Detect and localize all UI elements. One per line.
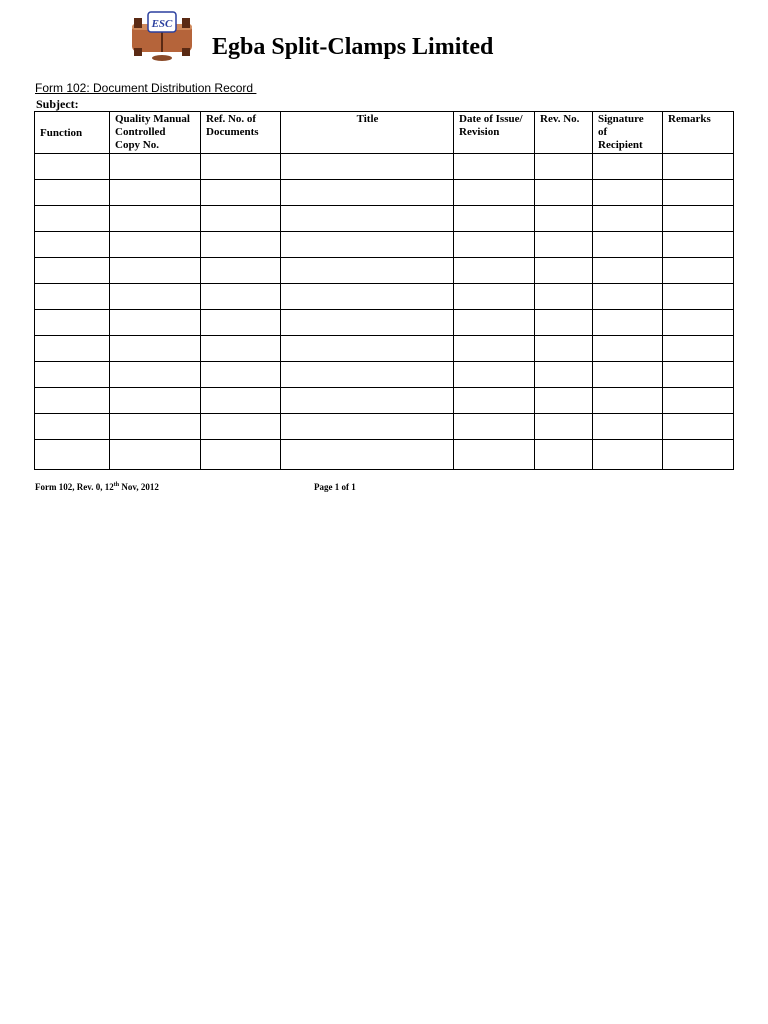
table-cell-remarks[interactable]	[663, 388, 734, 414]
table-cell-function[interactable]	[35, 284, 110, 310]
column-header-function: Function	[35, 112, 110, 154]
table-cell-signature[interactable]	[593, 232, 663, 258]
table-cell-remarks[interactable]	[663, 206, 734, 232]
column-header-remarks: Remarks	[663, 112, 734, 154]
table-row	[35, 258, 734, 284]
table-cell-function[interactable]	[35, 414, 110, 440]
table-cell-rev-no[interactable]	[535, 414, 593, 440]
table-cell-ref-no[interactable]	[201, 336, 281, 362]
footer-form-ref-sup: th	[113, 482, 120, 488]
table-cell-function[interactable]	[35, 232, 110, 258]
table-cell-title[interactable]	[281, 154, 454, 180]
company-name: Egba Split-Clamps Limited	[212, 34, 494, 60]
table-cell-signature[interactable]	[593, 414, 663, 440]
table-cell-copy-no[interactable]	[110, 232, 201, 258]
table-cell-signature[interactable]	[593, 440, 663, 470]
table-cell-rev-no[interactable]	[535, 440, 593, 470]
clamp-bolt-right-bottom	[182, 48, 190, 56]
column-header-copy-no: Quality Manual Controlled Copy No.	[110, 112, 201, 154]
footer-form-ref-prefix: Form 102, Rev. 0, 12	[35, 482, 114, 492]
table-cell-copy-no[interactable]	[110, 336, 201, 362]
distribution-table	[34, 111, 734, 470]
table-cell-ref-no[interactable]	[201, 258, 281, 284]
table-cell-rev-no[interactable]	[535, 180, 593, 206]
table-cell-copy-no[interactable]	[110, 414, 201, 440]
table-cell-signature[interactable]	[593, 310, 663, 336]
table-cell-function[interactable]	[35, 336, 110, 362]
table-row	[35, 206, 734, 232]
table-cell-signature[interactable]	[593, 180, 663, 206]
table-cell-function[interactable]	[35, 258, 110, 284]
table-cell-title[interactable]	[281, 362, 454, 388]
table-cell-remarks[interactable]	[663, 414, 734, 440]
table-header-row	[35, 112, 734, 154]
table-cell-rev-no[interactable]	[535, 258, 593, 284]
company-logo	[128, 10, 196, 62]
table-cell-function[interactable]	[35, 310, 110, 336]
table-cell-ref-no[interactable]	[201, 388, 281, 414]
table-cell-function[interactable]	[35, 440, 110, 470]
table-cell-title[interactable]	[281, 388, 454, 414]
table-row	[35, 388, 734, 414]
table-cell-remarks[interactable]	[663, 180, 734, 206]
table-cell-signature[interactable]	[593, 206, 663, 232]
table-row	[35, 180, 734, 206]
table-cell-signature[interactable]	[593, 258, 663, 284]
table-cell-title[interactable]	[281, 232, 454, 258]
table-cell-ref-no[interactable]	[201, 414, 281, 440]
column-header-rev-no: Rev. No.	[535, 112, 593, 154]
footer-page-number: Page 1 of 1	[314, 482, 356, 492]
table-cell-title[interactable]	[281, 336, 454, 362]
table-cell-signature[interactable]	[593, 362, 663, 388]
clamp-bolt-left	[134, 18, 142, 28]
table-cell-copy-no[interactable]	[110, 284, 201, 310]
table-row	[35, 440, 734, 470]
table-cell-function[interactable]	[35, 180, 110, 206]
table-cell-remarks[interactable]	[663, 310, 734, 336]
table-cell-remarks[interactable]	[663, 440, 734, 470]
table-cell-date-of-issue[interactable]	[454, 362, 535, 388]
table-cell-remarks[interactable]	[663, 362, 734, 388]
table-cell-date-of-issue[interactable]	[454, 206, 535, 232]
table-cell-title[interactable]	[281, 440, 454, 470]
table-cell-ref-no[interactable]	[201, 284, 281, 310]
table-cell-copy-no[interactable]	[110, 362, 201, 388]
table-cell-copy-no[interactable]	[110, 258, 201, 284]
table-cell-title[interactable]	[281, 284, 454, 310]
table-cell-title[interactable]	[281, 180, 454, 206]
table-cell-date-of-issue[interactable]	[454, 414, 535, 440]
table-cell-rev-no[interactable]	[535, 232, 593, 258]
table-cell-signature[interactable]	[593, 284, 663, 310]
table-cell-copy-no[interactable]	[110, 180, 201, 206]
table-cell-date-of-issue[interactable]	[454, 310, 535, 336]
form-title: Form 102: Document Distribution Record	[35, 81, 257, 95]
table-cell-rev-no[interactable]	[535, 336, 593, 362]
logo-emblem-text: ESC	[151, 18, 173, 30]
table-cell-date-of-issue[interactable]	[454, 258, 535, 284]
table-cell-ref-no[interactable]	[201, 206, 281, 232]
table-cell-rev-no[interactable]	[535, 388, 593, 414]
table-cell-date-of-issue[interactable]	[454, 440, 535, 470]
table-cell-remarks[interactable]	[663, 232, 734, 258]
table-body	[35, 154, 734, 470]
table-row	[35, 362, 734, 388]
table-cell-signature[interactable]	[593, 154, 663, 180]
table-cell-ref-no[interactable]	[201, 440, 281, 470]
table-cell-remarks[interactable]	[663, 258, 734, 284]
table-cell-rev-no[interactable]	[535, 362, 593, 388]
table-cell-copy-no[interactable]	[110, 310, 201, 336]
table-cell-ref-no[interactable]	[201, 362, 281, 388]
table-cell-rev-no[interactable]	[535, 206, 593, 232]
footer-form-ref-date: Nov, 2012	[119, 482, 159, 492]
table-cell-title[interactable]	[281, 206, 454, 232]
table-cell-signature[interactable]	[593, 336, 663, 362]
table-cell-copy-no[interactable]	[110, 388, 201, 414]
table-cell-date-of-issue[interactable]	[454, 180, 535, 206]
clamp-bolt-left-bottom	[134, 48, 142, 56]
table-cell-function[interactable]	[35, 388, 110, 414]
table-cell-date-of-issue[interactable]	[454, 336, 535, 362]
table-cell-date-of-issue[interactable]	[454, 232, 535, 258]
table-cell-rev-no[interactable]	[535, 310, 593, 336]
table-cell-ref-no[interactable]	[201, 180, 281, 206]
table-row	[35, 336, 734, 362]
table-row	[35, 414, 734, 440]
column-header-signature: Signature of Recipient	[593, 112, 663, 154]
clamp-base	[152, 55, 172, 61]
column-header-title: Title	[281, 112, 454, 154]
table-cell-title[interactable]	[281, 310, 454, 336]
footer-form-reference	[35, 482, 159, 492]
clamp-bolt-right	[182, 18, 190, 28]
subject-label: Subject:	[36, 97, 79, 111]
table-cell-rev-no[interactable]	[535, 154, 593, 180]
table-row	[35, 310, 734, 336]
table-cell-date-of-issue[interactable]	[454, 284, 535, 310]
table-cell-title[interactable]	[281, 258, 454, 284]
table-cell-remarks[interactable]	[663, 154, 734, 180]
table-cell-date-of-issue[interactable]	[454, 154, 535, 180]
table-row	[35, 232, 734, 258]
table-cell-ref-no[interactable]	[201, 232, 281, 258]
table-cell-function[interactable]	[35, 154, 110, 180]
table-cell-title[interactable]	[281, 414, 454, 440]
table-cell-signature[interactable]	[593, 388, 663, 414]
table-cell-remarks[interactable]	[663, 336, 734, 362]
table-cell-copy-no[interactable]	[110, 440, 201, 470]
column-header-ref-no: Ref. No. of Documents	[201, 112, 281, 154]
table-cell-ref-no[interactable]	[201, 310, 281, 336]
table-cell-copy-no[interactable]	[110, 206, 201, 232]
table-cell-copy-no[interactable]	[110, 154, 201, 180]
table-cell-function[interactable]	[35, 206, 110, 232]
table-row	[35, 284, 734, 310]
table-cell-date-of-issue[interactable]	[454, 388, 535, 414]
column-header-date-of-issue: Date of Issue/ Revision	[454, 112, 535, 154]
table-cell-ref-no[interactable]	[201, 154, 281, 180]
table-cell-remarks[interactable]	[663, 284, 734, 310]
table-cell-rev-no[interactable]	[535, 284, 593, 310]
table-cell-function[interactable]	[35, 362, 110, 388]
table-row	[35, 154, 734, 180]
